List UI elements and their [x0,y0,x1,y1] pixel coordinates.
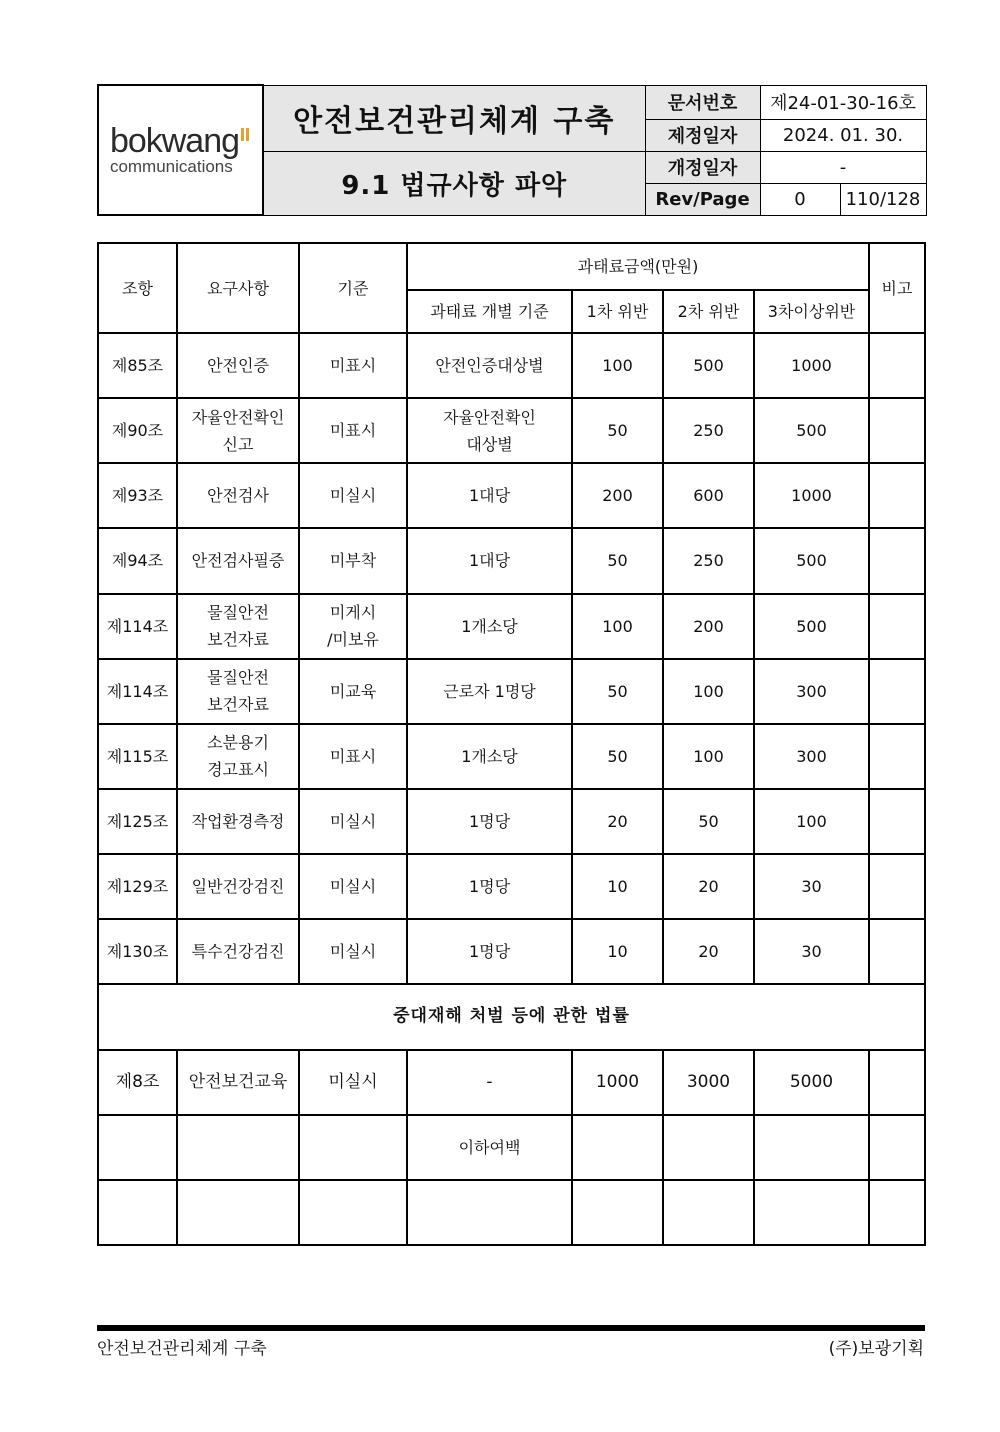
basis-line: 1개소당 [461,616,518,636]
basis-line: 1개소당 [461,746,518,766]
criterion-cell [299,789,407,854]
requirement-line: 자율안전확인 [191,407,285,427]
third-violation-cell: 300 [754,659,869,724]
logo-bars-icon [241,126,251,145]
article-cell: 제129조 [98,854,177,919]
article-cell: 제8조 [98,1050,177,1115]
third-violation-cell: 1000 [754,333,869,398]
criterion-cell [299,528,407,593]
second-violation-cell: 100 [663,724,754,789]
second-violation-cell: 20 [663,919,754,984]
logo-brand: bokwang [109,122,240,160]
criterion-line: 미표시 [329,421,377,441]
empty-cell [754,1180,869,1245]
requirement-line: 신고 [222,434,254,454]
criterion-cell: 미실시 [299,1050,407,1115]
fine-basis-cell [407,659,572,724]
fine-basis-cell [407,333,572,398]
requirement-cell [177,594,299,659]
col-first-violation-header: 1차 위반 [572,290,663,333]
fine-basis-cell [407,594,572,659]
empty-cell [754,1115,869,1180]
basis-line: 1대당 [468,486,511,506]
blank-row [98,1180,925,1245]
basis-line: 1명당 [468,877,511,897]
second-violation-cell: 200 [663,594,754,659]
requirement-cell [177,789,299,854]
requirement-line: 경고표시 [207,760,269,780]
requirement-line: 안전인증 [207,356,269,376]
article-cell: 제85조 [98,333,177,398]
article-cell: 제125조 [98,789,177,854]
criterion-cell [299,594,407,659]
requirement-line: 일반건강검진 [191,877,285,897]
note-cell [869,333,925,398]
criterion-cell [299,398,407,463]
col-criterion-header: 기준 [299,243,407,333]
empty-cell [177,1180,299,1245]
second-violation-cell: 20 [663,854,754,919]
article-cell: 제93조 [98,463,177,528]
note-cell [869,724,925,789]
fine-table [97,242,926,1246]
fine-basis-cell [407,463,572,528]
requirement-cell [177,333,299,398]
requirement-cell [177,463,299,528]
third-violation-cell: 500 [754,528,869,593]
empty-cell [869,1115,925,1180]
first-violation-cell: 20 [572,789,663,854]
third-violation-cell: 100 [754,789,869,854]
table-row [98,659,925,724]
requirement-line: 작업환경측정 [191,812,285,832]
empty-cell [299,1180,407,1245]
requirement-cell [177,528,299,593]
table-row [98,854,925,919]
criterion-line: /미보유 [327,630,379,650]
article-cell: 제130조 [98,919,177,984]
note-cell [869,919,925,984]
basis-line: 자율안전확인 [443,407,536,427]
first-violation-cell: 1000 [572,1050,663,1115]
criterion-line: 미실시 [329,877,377,897]
col-second-violation-header: 2차 위반 [663,290,754,333]
first-violation-cell: 10 [572,854,663,919]
requirement-cell [177,919,299,984]
criterion-line: 미실시 [329,812,377,832]
table-row [98,594,925,659]
basis-line: 1대당 [468,551,511,571]
article-cell: 제115조 [98,724,177,789]
document-title: 안전보건관리체계 구축 [263,85,645,151]
criterion-line: 미부착 [329,551,377,571]
criterion-cell [299,333,407,398]
requirement-line: 안전검사 [207,486,269,506]
criterion-cell [299,919,407,984]
note-cell [869,854,925,919]
empty-cell [407,1180,572,1245]
empty-cell [98,1115,177,1180]
footer-company-name: (주)보광기획 [828,1339,924,1359]
third-violation-cell: 1000 [754,463,869,528]
fine-basis-cell: - [407,1050,572,1115]
criterion-line: 미실시 [329,486,377,506]
third-violation-cell: 500 [754,398,869,463]
criterion-line: 미교육 [329,681,377,701]
note-cell [869,659,925,724]
enacted-date-label: 제정일자 [645,119,760,151]
second-violation-cell: 500 [663,333,754,398]
second-violation-cell: 50 [663,789,754,854]
third-violation-cell: 500 [754,594,869,659]
basis-line: 근로자 1명당 [443,681,536,701]
empty-cell [869,1180,925,1245]
footer-document-title: 안전보건관리체계 구축 [97,1339,267,1359]
second-violation-cell: 250 [663,398,754,463]
empty-cell [177,1115,299,1180]
article-cell: 제90조 [98,398,177,463]
fine-basis-cell [407,919,572,984]
table-row [98,724,925,789]
first-violation-cell: 100 [572,333,663,398]
basis-line: 1명당 [468,942,511,962]
article-cell: 제94조 [98,528,177,593]
rev-page-label: Rev/Page [645,183,760,215]
criterion-line: 미게시 [329,603,377,623]
requirement-line: 물질안전 [207,668,269,688]
empty-cell [572,1180,663,1245]
article-cell: 제114조 [98,659,177,724]
table-row [98,1050,925,1115]
note-cell [869,789,925,854]
second-violation-cell: 600 [663,463,754,528]
table-row [98,919,925,984]
third-violation-cell: 5000 [754,1050,869,1115]
section-title: 중대재해 처벌 등에 관한 법률 [98,984,925,1049]
note-cell [869,528,925,593]
document-subtitle: 9.1 법규사항 파악 [263,151,645,215]
criterion-line: 미표시 [329,356,377,376]
criterion-cell [299,854,407,919]
doc-number-value: 제24-01-30-16호 [760,85,926,119]
table-header-row [98,243,925,290]
second-violation-cell: 250 [663,528,754,593]
fine-basis-cell [407,398,572,463]
first-violation-cell: 200 [572,463,663,528]
third-violation-cell: 300 [754,724,869,789]
first-violation-cell: 10 [572,919,663,984]
requirement-cell [177,724,299,789]
revised-date-value: - [760,151,926,183]
col-fine-group-header: 과태료금액(만원) [407,243,869,290]
table-row [98,789,925,854]
note-cell [869,398,925,463]
blank-marker: 이하여백 [407,1115,572,1180]
company-logo [98,85,263,215]
empty-cell [299,1115,407,1180]
basis-line: 안전인증대상별 [435,356,544,376]
empty-cell [98,1180,177,1245]
footer-divider [97,1325,925,1331]
requirement-cell [177,398,299,463]
logo-subtitle: communications [109,157,233,176]
basis-line: 대상별 [466,434,513,454]
blank-row [98,1115,925,1180]
section-header-row [98,984,925,1049]
table-row [98,398,925,463]
note-cell [869,594,925,659]
second-violation-cell: 3000 [663,1050,754,1115]
document-header [97,84,927,216]
requirement-line: 안전검사필증 [191,551,285,571]
fine-basis-cell [407,528,572,593]
empty-cell [663,1115,754,1180]
empty-cell [572,1115,663,1180]
col-requirement-header: 요구사항 [177,243,299,333]
first-violation-cell: 50 [572,528,663,593]
requirement-line: 소분용기 [207,733,269,753]
requirement-line: 물질안전 [207,603,269,623]
revised-date-label: 개정일자 [645,151,760,183]
table-row [98,333,925,398]
note-cell [869,1050,925,1115]
enacted-date-value: 2024. 01. 30. [760,119,926,151]
requirement-cell [177,854,299,919]
requirement-line: 보건자료 [207,630,269,650]
third-violation-cell: 30 [754,919,869,984]
criterion-cell [299,659,407,724]
first-violation-cell: 50 [572,398,663,463]
doc-number-label: 문서번호 [645,85,760,119]
criterion-line: 미실시 [329,942,377,962]
col-third-violation-header: 3차이상위반 [754,290,869,333]
fine-basis-cell [407,789,572,854]
article-cell: 제114조 [98,594,177,659]
criterion-line: 미표시 [329,746,377,766]
col-note-header: 비고 [869,243,925,333]
requirement-line: 특수건강검진 [191,942,285,962]
criterion-cell [299,463,407,528]
page-value: 110/128 [840,183,926,215]
table-row [98,463,925,528]
col-fine-basis-header: 과태료 개별 기준 [407,290,572,333]
note-cell [869,463,925,528]
table-row [98,528,925,593]
fine-basis-cell [407,854,572,919]
col-article-header: 조항 [98,243,177,333]
criterion-cell [299,724,407,789]
third-violation-cell: 30 [754,854,869,919]
requirement-cell [177,659,299,724]
revision-value: 0 [760,183,840,215]
second-violation-cell: 100 [663,659,754,724]
fine-basis-cell [407,724,572,789]
requirement-line: 보건자료 [207,695,269,715]
empty-cell [663,1180,754,1245]
requirement-cell: 안전보건교육 [177,1050,299,1115]
basis-line: 1명당 [468,812,511,832]
first-violation-cell: 100 [572,594,663,659]
first-violation-cell: 50 [572,724,663,789]
first-violation-cell: 50 [572,659,663,724]
